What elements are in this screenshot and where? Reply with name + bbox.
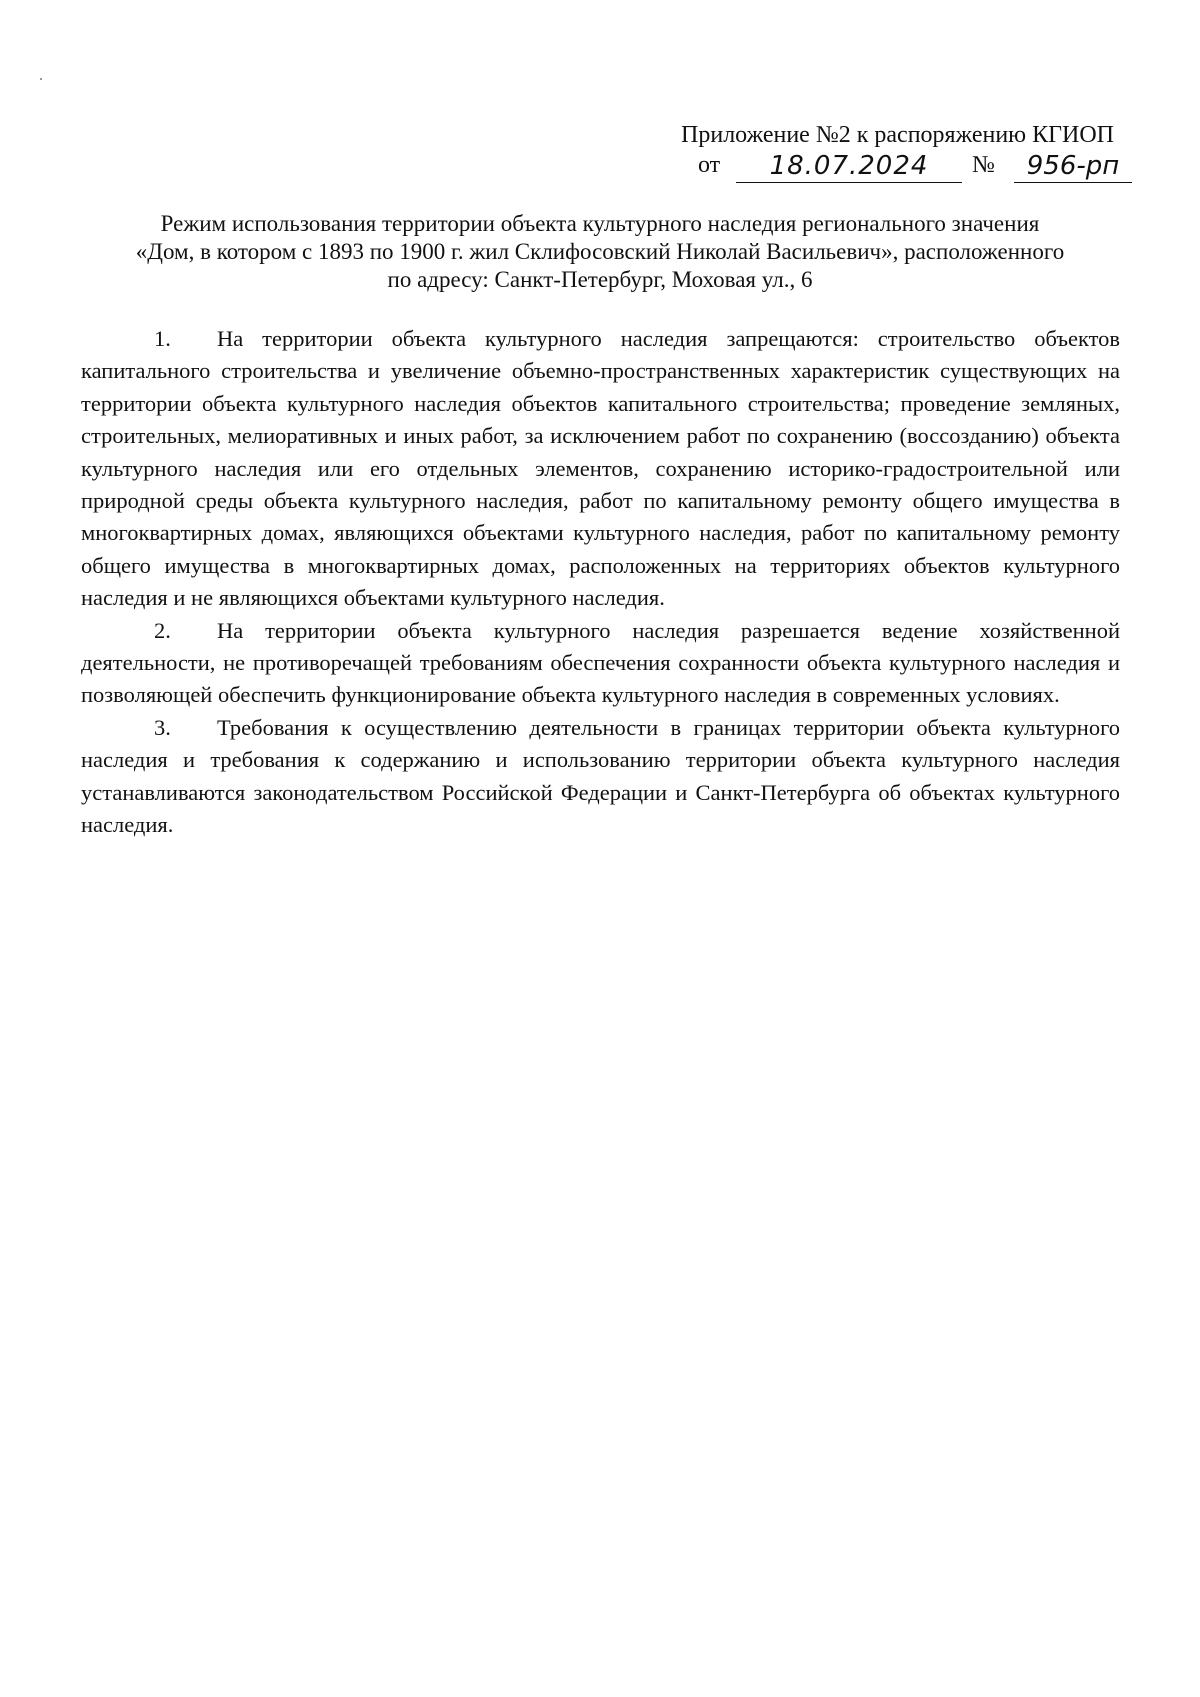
clause-3 [81,712,1120,842]
clause-text: На территории объекта культурного наследия запрещаются: строительство объектов капитального строительства и увеличение объемно-пространственных характеристик существующих на территории объекта культурного наследия объектов капитального строительства; проведение земляных, строительных, мелиоративных и иных работ, за исключением работ по сохранению (воссозданию) объекта культурного наследия или его отдельных элементов, сохранению историко-градостроительной или природной среды объекта культурного наследия, работ по капитальному ремонту общего имущества в многоквартирных домах, являющихся объектами культурного наследия, работ по капитальному ремонту общего имущества в многоквартирных домах, расположенных на территориях объектов культурного наследия и не являющихся объектами культурного наследия. [81,326,1120,611]
appendix-title: Приложение №2 к распоряжению КГИОП [681,122,1114,148]
handwritten-number: 956-рп [1014,154,1132,183]
clause-number: 2. [154,617,171,643]
appendix-header [654,120,1120,184]
appendix-date-number-line [654,150,1120,184]
document-title [80,210,1120,294]
title-line-2: «Дом, в котором с 1893 по 1900 г. жил Склифосовский Николай Васильевич», расположенного [135,239,1065,264]
number-label: № [972,152,995,178]
clause-1 [81,323,1120,615]
title-line-1: Режим использования территории объекта культурного наследия регионального значения [160,211,1040,236]
date-label: от [698,152,721,178]
handwritten-date: 18.07.2024 [736,154,962,183]
title-line-3: по адресу: Санкт-Петербург, Моховая ул., 6 [387,267,813,292]
clause-number: 3. [154,714,171,740]
clause-number: 1. [154,326,171,351]
document-body [81,323,1120,842]
scan-speck [40,78,42,80]
clause-2 [81,615,1120,712]
clause-text: Требования к осуществлению деятельности в границах территории объекта культурного наследия и требования к содержанию и использованию территории объекта культурного наследия устанавливаются законодательством Российской Федерации и Санкт-Петербурга об объектах культурного наследия. [81,714,1120,838]
clause-text: На территории объекта культурного наследия разрешается ведение хозяйственной деятельности, не противоречащей требованиям обеспечения сохранности объекта культурного наследия и позволяющей обеспечить функционирование объекта культурного наследия в современных условиях. [81,617,1120,708]
